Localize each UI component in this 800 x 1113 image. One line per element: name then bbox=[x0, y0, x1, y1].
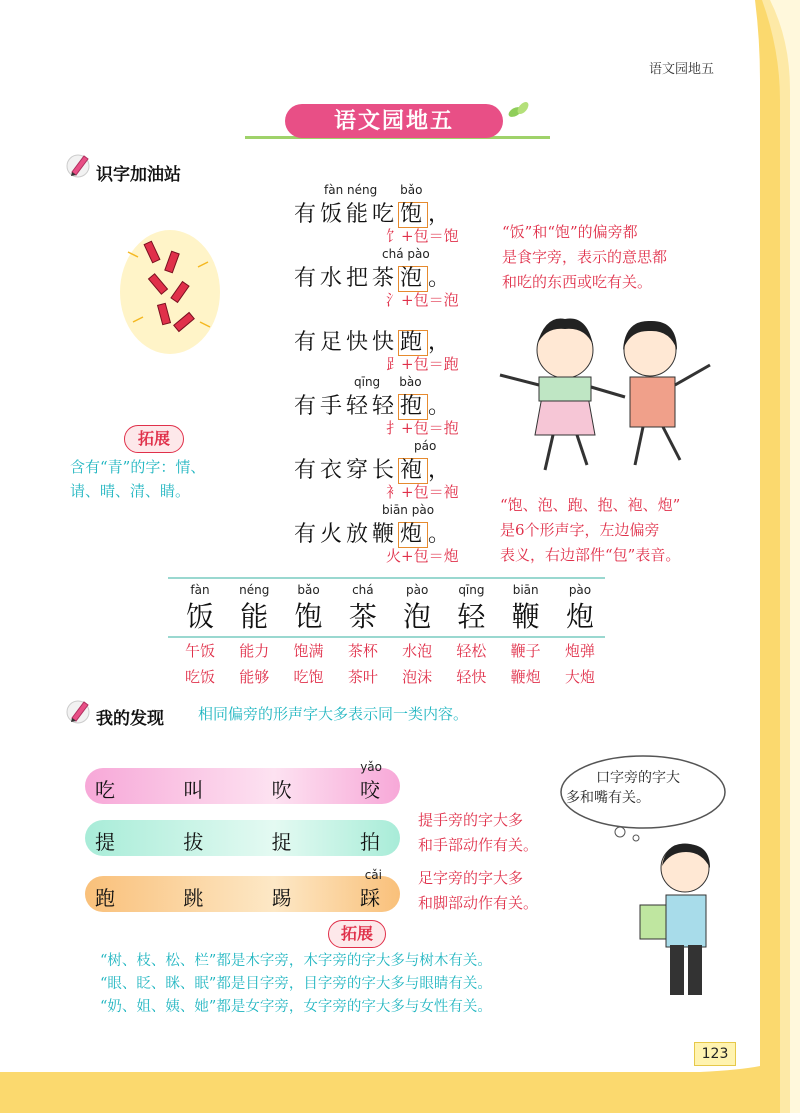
page-number: 123 bbox=[694, 1042, 736, 1066]
char-cell: chá 茶 bbox=[348, 583, 377, 633]
boxed-char: 跑 bbox=[400, 330, 427, 355]
note-foot: 足字旁的字大多 和脚部动作有关。 bbox=[418, 869, 539, 912]
poem-row: páo 有衣穿长袍， 衤+包＝袍 bbox=[294, 439, 459, 501]
char-cell: pào 泡 bbox=[403, 583, 432, 633]
title-block bbox=[245, 100, 550, 142]
char-table bbox=[174, 583, 606, 635]
section-label-literacy: 识字加油站 bbox=[96, 165, 181, 185]
char-cell: qīng 轻 bbox=[457, 583, 486, 633]
extend-note-1: 含有“青”的字：情、 请、晴、清、睛。 bbox=[70, 458, 206, 500]
note-hand: 提手旁的字大多 和手部动作有关。 bbox=[418, 811, 539, 854]
note-radical-food: “饭”和“饱”的偏旁都 是食字旁，表示的意思都 和吃的东西或吃有关。 bbox=[502, 223, 668, 291]
extend-note-2: “树、枝、松、栏”都是木字旁，木字旁的字大多与树木有关。 “眼、眨、眯、眠”都是目字旁，目字旁的字大多与眼睛有关。 “奶、姐、姨、她”都是女字旁，女字旁的字大多与女性有关。 bbox=[100, 953, 492, 1015]
extend-badge-1: 拓展 bbox=[124, 425, 184, 453]
formula: 扌+包＝抱 bbox=[386, 419, 459, 437]
formula: ⻊+包＝跑 bbox=[386, 355, 459, 373]
char-cell: biān 鞭 bbox=[511, 583, 540, 633]
formula: 衤+包＝袍 bbox=[386, 483, 459, 501]
pencil-icon bbox=[64, 150, 94, 180]
bubble-text: 口字旁的字大 多和嘴有关。 bbox=[566, 770, 680, 806]
boxed-char: 抱 bbox=[400, 394, 427, 419]
char-cell: néng 能 bbox=[239, 583, 270, 633]
char-table-top-rule bbox=[168, 577, 605, 579]
children-illustration bbox=[495, 305, 725, 485]
poem-row: biān pào 有火放鞭炮。 火+包＝炮 bbox=[294, 503, 459, 565]
discovery-description: 相同偏旁的形声字大多表示同一类内容。 bbox=[198, 705, 469, 723]
page-header-tag: 语文园地五 bbox=[648, 62, 714, 77]
page-title: 语文园地五 bbox=[333, 108, 454, 134]
boy-reading-illustration bbox=[630, 840, 730, 1010]
formula: 氵+包＝泡 bbox=[386, 291, 459, 309]
poem-row: 有足快快跑， ⻊+包＝跑 bbox=[294, 330, 459, 373]
radical-band-hand: 提 拔 捉 拍 bbox=[85, 820, 400, 856]
section-label-discovery: 我的发现 bbox=[96, 709, 164, 729]
words-row-2: 吃饭 能够 吃饱 茶叶 泡沫 轻快 鞭炮 大炮 bbox=[184, 668, 595, 686]
boxed-char: 泡 bbox=[400, 266, 427, 291]
words-row-1: 午饭 能力 饱满 茶杯 水泡 轻松 鞭子 炮弹 bbox=[184, 642, 595, 660]
formula: 火+包＝炮 bbox=[386, 547, 459, 565]
char-cell: bǎo 饱 bbox=[294, 583, 323, 633]
poem-row: fàn néng bǎo 有饭能吃饱， 饣+包＝饱 bbox=[294, 183, 459, 245]
radical-band-mouth: yǎo 吃 叫 吹 咬 bbox=[85, 768, 400, 804]
boxed-char: 袍 bbox=[400, 458, 427, 483]
char-cell: pào 炮 bbox=[565, 583, 594, 633]
radical-band-foot: cǎi 跑 跳 踢 踩 bbox=[85, 876, 400, 912]
pencil-icon bbox=[64, 696, 94, 726]
char-cell: fàn 饭 bbox=[185, 583, 214, 633]
poem-block bbox=[294, 183, 494, 567]
poem-row: chá pào 有水把茶泡。 氵+包＝泡 bbox=[294, 247, 459, 309]
boxed-char: 饱 bbox=[400, 202, 427, 227]
note-phonetic-compound: “饱、泡、跑、抱、袍、炮” 是6个形声字，左边偏旁 表义，右边部件“包”表音。 bbox=[500, 496, 681, 564]
leaf-icon bbox=[507, 100, 531, 120]
poem-row: qīng bào 有手轻轻抱。 扌+包＝抱 bbox=[294, 375, 459, 437]
extend-badge-2: 拓展 bbox=[328, 920, 386, 948]
firecracker-illustration bbox=[118, 222, 223, 362]
boxed-char: 炮 bbox=[400, 522, 427, 547]
formula: 饣+包＝饱 bbox=[386, 227, 459, 245]
